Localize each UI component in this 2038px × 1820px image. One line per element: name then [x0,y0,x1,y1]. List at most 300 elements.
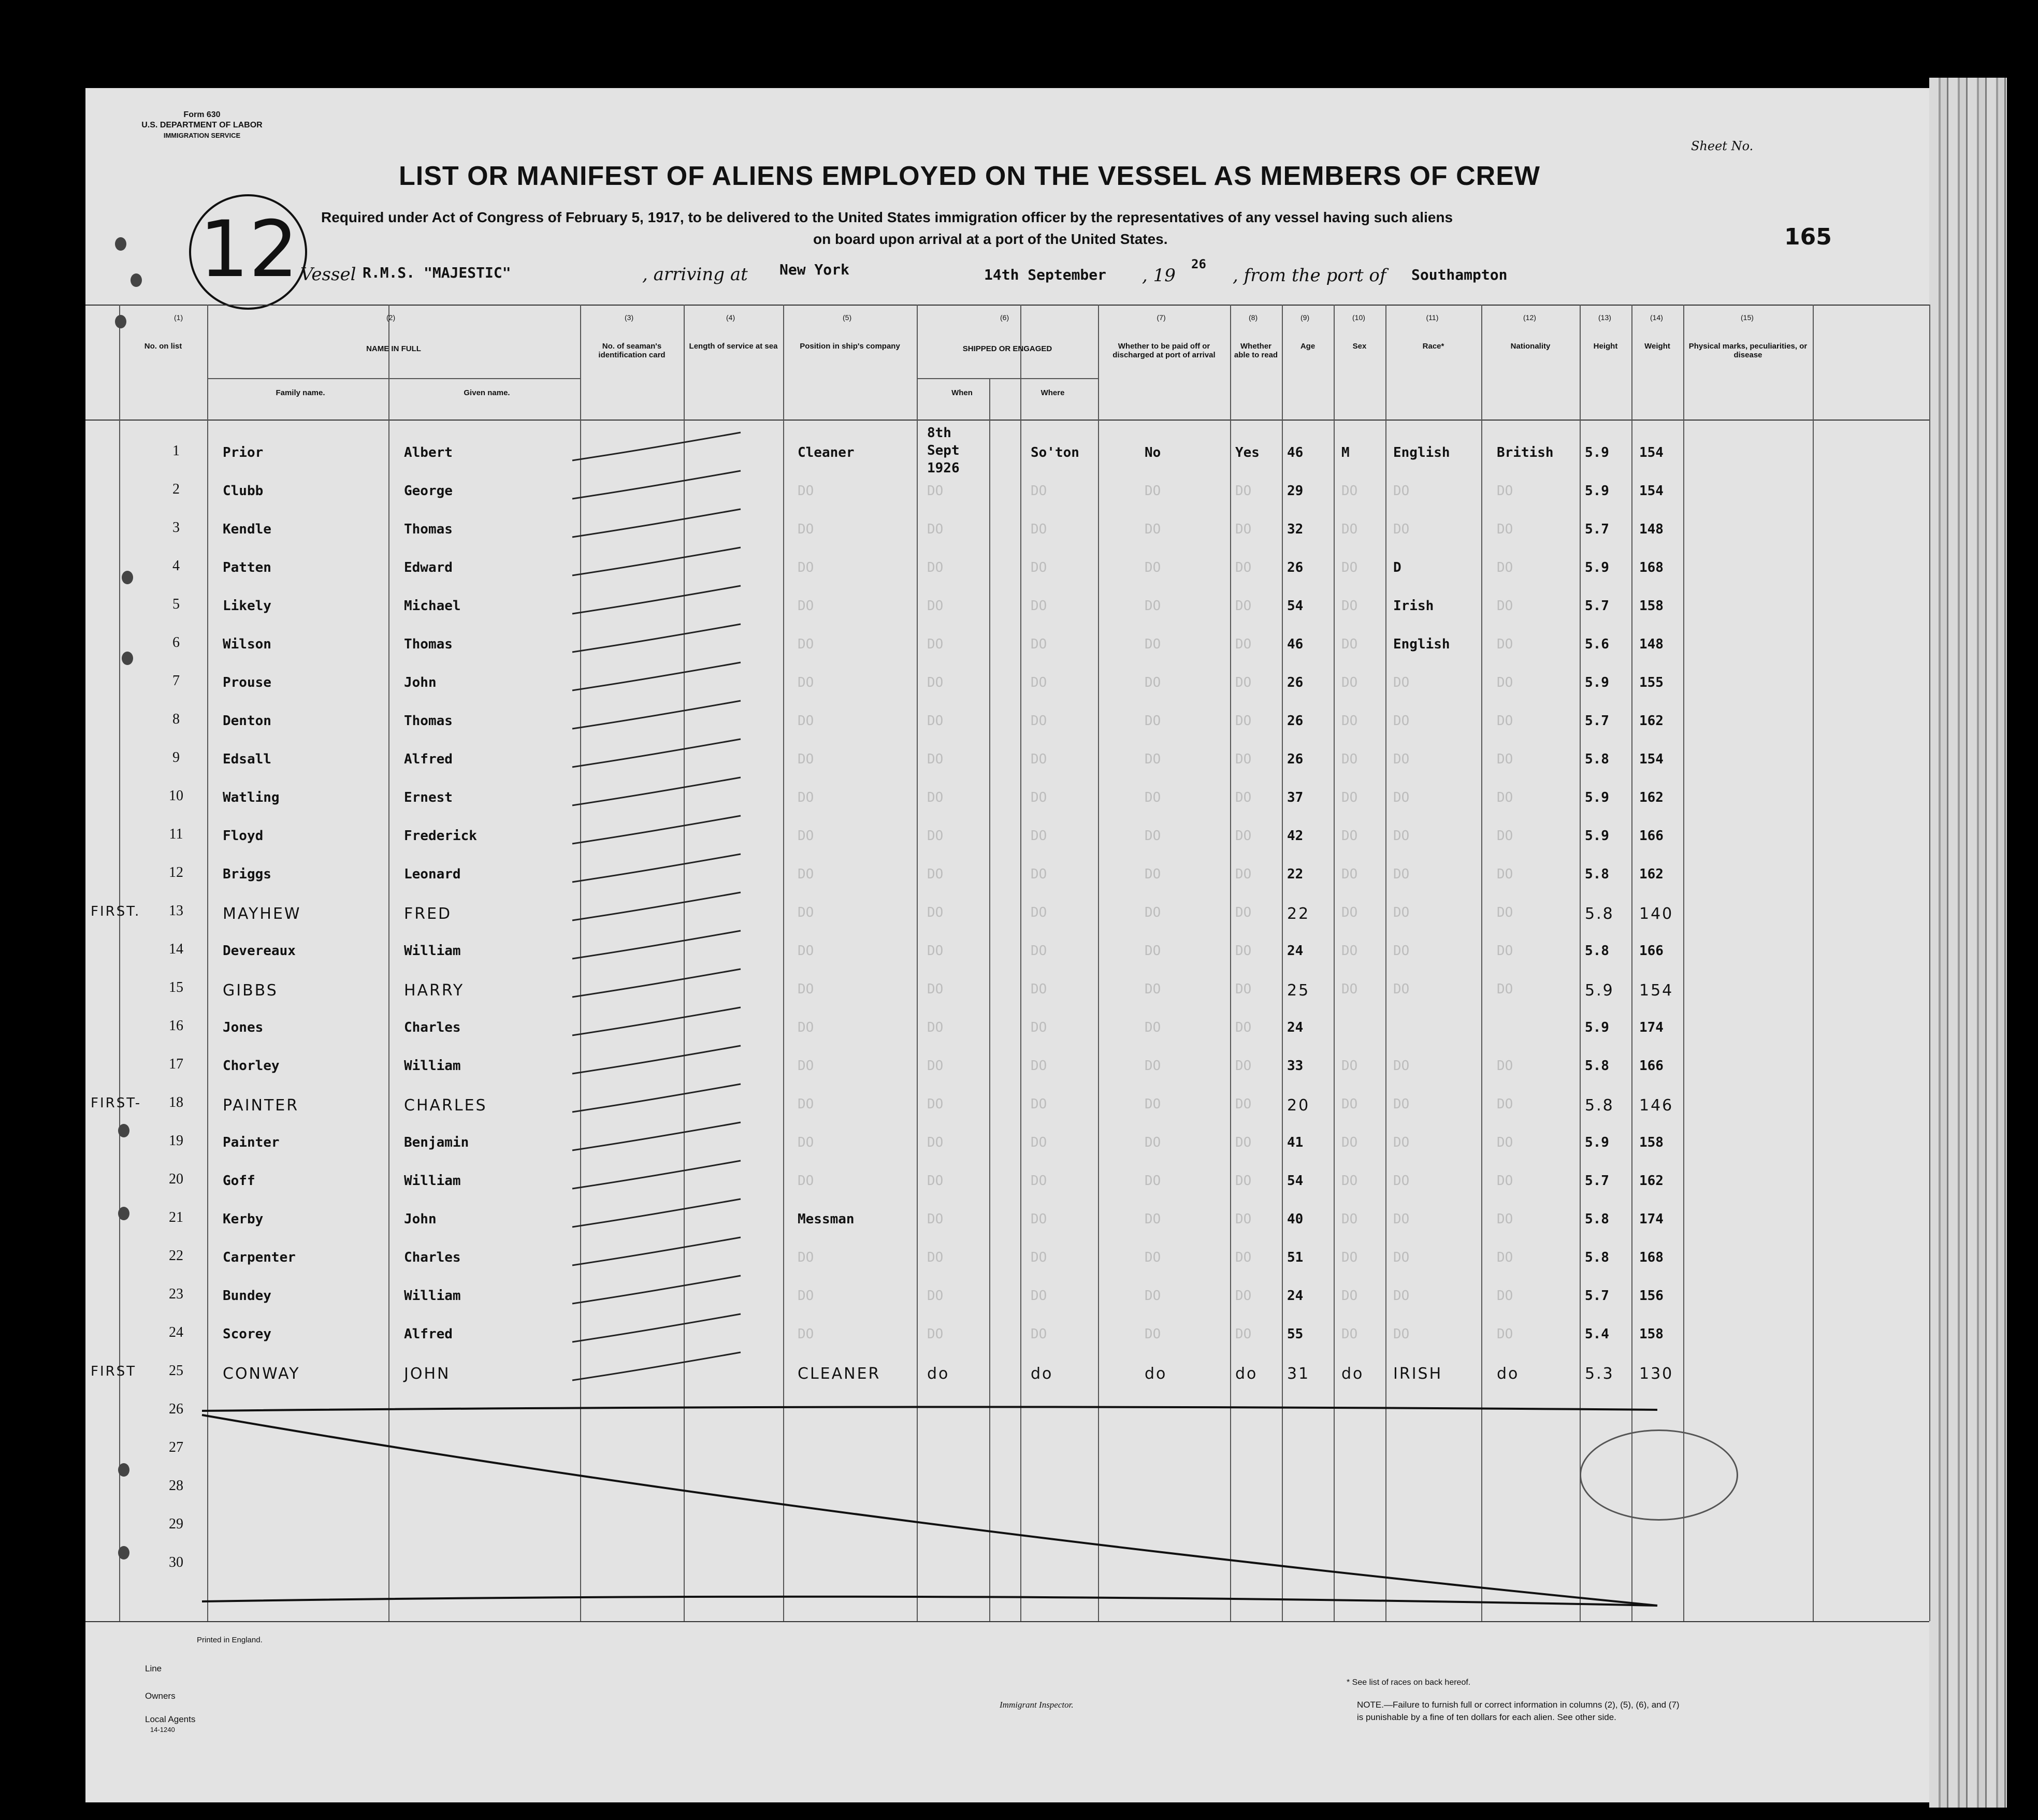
cell-ht: 5.8 [1585,1058,1609,1074]
subtitle-line-2: on board upon arrival at a port of the United States. [813,231,1168,247]
cell-pos: DO [798,981,814,997]
cell-pos: DO [798,1288,814,1304]
column-number: (12) [1523,313,1536,322]
cell-family: Briggs [223,866,271,882]
cell-pos: DO [798,943,814,959]
column-number: (4) [726,313,735,322]
arrival-date: 14th September [984,266,1107,283]
cell-sex: M [1341,445,1350,460]
cell-family: CONWAY [223,1365,300,1383]
cell-given: Leonard [404,866,461,882]
cell-where: DO [1031,713,1047,729]
cell-sex: DO [1341,1096,1358,1112]
form-header [140,110,264,141]
cell-age: 24 [1287,943,1304,959]
row-margin-mark: FIRST- [91,1095,142,1111]
cell-pos: Cleaner [798,445,855,460]
cell-ht: 5.8 [1585,866,1609,882]
row-number: 21 [169,1209,183,1225]
cell-wt: 168 [1639,560,1664,575]
cell-paid: DO [1145,1135,1161,1150]
cell-paid: DO [1145,560,1161,575]
cell-sex: DO [1341,1211,1358,1227]
cell-wt: 158 [1639,1135,1664,1150]
cell-given: Alfred [404,1326,453,1342]
cell-ht: 5.9 [1585,828,1609,844]
cell-paid: DO [1145,981,1161,997]
cell-paid: DO [1145,1288,1161,1304]
list-number: 12 [199,205,298,295]
row-number: 7 [172,673,180,689]
card-slash-mark [570,543,746,580]
card-slash-mark [570,1157,746,1193]
cell-race: DO [1393,905,1410,920]
cell-paid: DO [1145,905,1161,920]
cell-when: DO [927,1326,944,1342]
row-number: 17 [169,1056,183,1072]
cell-ht: 5.8 [1585,1211,1609,1227]
cell-nat: DO [1497,1250,1513,1265]
column-header: Position in ship's company [800,342,900,351]
cell-family: Bundey [223,1288,271,1304]
cell-where: DO [1031,675,1047,690]
cell-given: JOHN [404,1365,451,1383]
cell-paid: DO [1145,483,1161,499]
cell-sex: DO [1341,943,1358,959]
row-number: 2 [172,481,180,497]
cell-wt: 155 [1639,675,1664,690]
cell-paid: do [1145,1365,1167,1383]
cell-given: Charles [404,1250,461,1265]
cell-age: 54 [1287,598,1304,614]
cell-age: 20 [1287,1096,1310,1115]
cell-sex: DO [1341,675,1358,690]
page-number: 165 [1784,224,1832,250]
cell-pos: DO [798,1020,814,1035]
cell-wt: 154 [1639,445,1664,460]
cell-race: English [1393,637,1450,652]
header-top-rule [85,305,1929,306]
cell-age: 24 [1287,1288,1304,1304]
cell-when: DO [927,560,944,575]
cell-sex: DO [1341,790,1358,805]
cell-given: Thomas [404,522,453,537]
cell-pos: DO [798,598,814,614]
cell-family: Devereaux [223,943,296,959]
cell-pos: DO [798,752,814,767]
cell-where: DO [1031,828,1047,844]
cell-nat: DO [1497,1096,1513,1112]
from-label: , from the port of [1233,265,1386,286]
cell-paid: DO [1145,1326,1161,1342]
cell-given: Michael [404,598,461,614]
card-slash-mark [570,505,746,541]
cell-race: DO [1393,790,1410,805]
cell-sex: DO [1341,1058,1358,1074]
cell-ht: 5.9 [1585,1020,1609,1035]
row-margin-mark: FIRST. [91,904,141,919]
column-rule [119,305,120,1621]
cell-given: Charles [404,1020,461,1035]
owners-label: Owners [145,1691,176,1701]
cell-pos: DO [798,1058,814,1074]
cell-when: DO [927,1211,944,1227]
punch-hole [122,652,133,665]
cell-age: 41 [1287,1135,1304,1150]
punch-hole [118,1546,129,1559]
card-slash-mark [570,620,746,656]
card-slash-mark [570,850,746,886]
cell-ht: 5.8 [1585,943,1609,959]
cell-wt: 148 [1639,522,1664,537]
cell-where: DO [1031,1173,1047,1189]
cell-nat: DO [1497,713,1513,729]
cell-nat: DO [1497,522,1513,537]
cell-ht: 5.9 [1585,790,1609,805]
cell-read: DO [1235,981,1252,997]
column-header: Age [1300,342,1316,351]
cell-race: DO [1393,713,1410,729]
penalty-note-2: is punishable by a fine of ten dollars for each alien. See other side. [1357,1712,1616,1722]
cell-where: DO [1031,1058,1047,1074]
cell-age: 55 [1287,1326,1304,1342]
column-number: (13) [1598,313,1611,322]
row-number: 29 [169,1516,183,1532]
cell-nat: DO [1497,1058,1513,1074]
cell-ht: 5.9 [1585,1135,1609,1150]
card-slash-mark [570,812,746,848]
cell-family: MAYHEW [223,905,301,923]
cell-age: 31 [1287,1365,1310,1383]
column-number: (8) [1249,313,1258,322]
cell-age: 32 [1287,522,1304,537]
cell-sex: DO [1341,981,1358,997]
cell-sex: DO [1341,1135,1358,1150]
page-title: LIST OR MANIFEST OF ALIENS EMPLOYED ON THE VESSEL AS MEMBERS OF CREW [399,161,1540,191]
cell-age: 42 [1287,828,1304,844]
cell-race: English [1393,445,1450,460]
table-bottom-rule [85,1621,1929,1622]
cell-given: George [404,483,453,499]
cell-pos: DO [798,483,814,499]
cell-when: DO [927,483,944,499]
column-header: NAME IN FULL [366,344,421,353]
cell-wt: 168 [1639,1250,1664,1265]
cell-ht: 5.9 [1585,981,1614,1000]
card-slash-mark [570,1233,746,1269]
cell-ht: 5.8 [1585,752,1609,767]
subtitle-line-1: Required under Act of Congress of February 5, 1917, to be delivered to the United States immigration officer by the representatives of any vessel having such aliens [321,209,1453,225]
row-number: 5 [172,596,180,612]
cell-given: John [404,1211,437,1227]
column-header: Sex [1352,342,1367,351]
cell-wt: 140 [1639,905,1674,923]
cell-wt: 158 [1639,1326,1664,1342]
cell-read: DO [1235,1173,1252,1189]
cell-nat: DO [1497,560,1513,575]
column-header: Whether able to read [1234,342,1278,359]
cell-race: DO [1393,1326,1410,1342]
cell-read: DO [1235,1250,1252,1265]
header-bottom-rule [85,420,1929,421]
cell-ht: 5.9 [1585,675,1609,690]
cell-ht: 5.8 [1585,1250,1609,1265]
cell-paid: DO [1145,1250,1161,1265]
printed-note: Printed in England. [197,1636,263,1644]
cell-race: IRISH [1393,1365,1443,1383]
cell-given: William [404,1288,461,1304]
cell-age: 22 [1287,905,1310,923]
cell-sex: DO [1341,1173,1358,1189]
row-number: 9 [172,749,180,765]
cell-sex: DO [1341,637,1358,652]
cell-pos: DO [798,790,814,805]
cell-sex: DO [1341,598,1358,614]
card-slash-mark [570,1042,746,1078]
cell-where: DO [1031,905,1047,920]
cell-when: DO [927,1096,944,1112]
column-number: (9) [1300,313,1310,322]
column-number: (14) [1650,313,1663,322]
cell-where: DO [1031,943,1047,959]
cell-ht: 5.9 [1585,445,1609,460]
cell-race: DO [1393,943,1410,959]
cell-when: DO [927,1135,944,1150]
cell-nat: British [1497,445,1554,460]
cell-wt: 130 [1639,1365,1674,1383]
cell-wt: 166 [1639,828,1664,844]
card-slash-mark [570,1003,746,1039]
cell-paid: DO [1145,637,1161,652]
cell-ht: 5.4 [1585,1326,1609,1342]
row-number: 27 [169,1439,183,1455]
cell-wt: 154 [1639,483,1664,499]
cell-read: DO [1235,1288,1252,1304]
cell-age: 46 [1287,445,1304,460]
column-header: Weight [1644,342,1670,351]
cell-family: Edsall [223,752,271,767]
cell-age: 37 [1287,790,1304,805]
row-number: 16 [169,1018,183,1034]
cell-race: DO [1393,1135,1410,1150]
cell-race: Irish [1393,598,1434,614]
cell-nat: DO [1497,905,1513,920]
cell-where: DO [1031,1135,1047,1150]
row-number: 22 [169,1248,183,1264]
cell-pos: DO [798,1096,814,1112]
cell-sex: DO [1341,828,1358,844]
cell-when: DO [927,637,944,652]
card-slash-mark [570,1310,746,1346]
cell-family: Floyd [223,828,264,844]
cell-paid: DO [1145,752,1161,767]
cell-sex: DO [1341,866,1358,882]
cell-read: DO [1235,637,1252,652]
cell-pos: Messman [798,1211,855,1227]
cell-read: DO [1235,828,1252,844]
cell-sex: DO [1341,713,1358,729]
cell-family: Patten [223,560,271,575]
cell-nat: DO [1497,1288,1513,1304]
cell-wt: 162 [1639,713,1664,729]
cell-where: DO [1031,1326,1047,1342]
column-header: Height [1593,342,1618,351]
line-label: Line [145,1664,162,1673]
cell-read: DO [1235,752,1252,767]
cell-age: 29 [1287,483,1304,499]
cell-when: 8th Sept 1926 [927,425,960,476]
cell-sex: DO [1341,752,1358,767]
cell-pos: DO [798,1326,814,1342]
column-header: Length of service at sea [689,342,778,351]
cell-when: DO [927,1020,944,1035]
cell-when: DO [927,1173,944,1189]
cell-family: PAINTER [223,1096,299,1115]
punch-hole [115,315,126,328]
cell-ht: 5.7 [1585,598,1609,614]
department: U.S. DEPARTMENT OF LABOR [141,121,263,129]
row-number: 8 [172,711,180,727]
cell-when: DO [927,1250,944,1265]
cell-age: 26 [1287,752,1304,767]
cell-age: 51 [1287,1250,1304,1265]
cell-wt: 146 [1639,1096,1674,1115]
cell-age: 54 [1287,1173,1304,1189]
column-header: No. on list [144,342,182,351]
cell-age: 46 [1287,637,1304,652]
column-subheader: When [951,388,973,397]
row-number: 26 [169,1401,183,1417]
cell-where: So'ton [1031,445,1079,460]
penalty-note-1: NOTE.—Failure to furnish full or correct information in columns (2), (5), (6), and (7) [1357,1700,1680,1710]
cell-where: DO [1031,1096,1047,1112]
cell-given: Thomas [404,637,453,652]
cell-given: William [404,1058,461,1074]
cell-sex: DO [1341,483,1358,499]
cell-race: DO [1393,522,1410,537]
cell-nat: DO [1497,790,1513,805]
cell-where: DO [1031,790,1047,805]
cell-given: John [404,675,437,690]
cell-nat: DO [1497,981,1513,997]
cell-age: 22 [1287,866,1304,882]
cell-read: DO [1235,790,1252,805]
inspector-label: Immigrant Inspector. [1000,1700,1074,1710]
cell-read: DO [1235,522,1252,537]
cell-paid: DO [1145,1211,1161,1227]
row-number: 20 [169,1171,183,1187]
card-slash-mark [570,888,746,925]
cell-paid: DO [1145,1058,1161,1074]
cell-family: Wilson [223,637,271,652]
cell-family: Carpenter [223,1250,296,1265]
cell-family: Kerby [223,1211,264,1227]
cell-paid: DO [1145,713,1161,729]
cell-ht: 5.7 [1585,522,1609,537]
departure-port: Southampton [1411,266,1508,283]
cell-sex: do [1341,1365,1364,1383]
cell-family: Watling [223,790,280,805]
cell-where: DO [1031,1288,1047,1304]
row-number: 18 [169,1094,183,1110]
column-subheader: Where [1040,388,1065,397]
cell-when: DO [927,598,944,614]
column-number: (5) [843,313,852,322]
cell-pos: DO [798,1250,814,1265]
cell-family: Prior [223,445,264,460]
cell-sex: DO [1341,1250,1358,1265]
cell-when: DO [927,1288,944,1304]
column-header: Race* [1422,342,1444,351]
card-slash-mark [570,927,746,963]
cell-given: William [404,943,461,959]
row-number: 30 [169,1554,183,1570]
cell-where: DO [1031,1020,1047,1035]
cell-ht: 5.8 [1585,905,1614,923]
cell-family: Prouse [223,675,271,690]
cell-when: DO [927,713,944,729]
cell-nat: DO [1497,943,1513,959]
cell-nat: DO [1497,675,1513,690]
cell-when: DO [927,1058,944,1074]
cell-wt: 158 [1639,598,1664,614]
column-header: No. of seaman's identification card [598,342,666,359]
card-slash-mark [570,428,746,465]
cell-race: DO [1393,675,1410,690]
cell-sex: DO [1341,1288,1358,1304]
row-number: 19 [169,1133,183,1149]
cell-paid: No [1145,445,1161,460]
card-slash-mark [570,467,746,503]
cell-read: DO [1235,560,1252,575]
cell-nat: DO [1497,483,1513,499]
column-number: (6) [1000,313,1009,322]
cell-wt: 174 [1639,1211,1664,1227]
column-header: Physical marks, peculiarities, or disease [1688,342,1808,359]
cell-when: do [927,1365,950,1383]
vessel-name: R.M.S. "MAJESTIC" [363,264,511,281]
punch-hole [115,237,126,251]
cell-wt: 166 [1639,1058,1664,1074]
cell-family: Likely [223,598,271,614]
row-number: 24 [169,1324,183,1340]
official-stamp [1580,1429,1738,1521]
column-number: (11) [1426,313,1439,322]
cell-race: DO [1393,752,1410,767]
cell-when: DO [927,522,944,537]
card-slash-mark [570,1118,746,1154]
cell-where: do [1031,1365,1053,1383]
cell-paid: DO [1145,828,1161,844]
cell-where: DO [1031,752,1047,767]
cell-nat: DO [1497,1211,1513,1227]
cell-where: DO [1031,1211,1047,1227]
cell-read: DO [1235,713,1252,729]
cell-when: DO [927,981,944,997]
cell-sex: DO [1341,522,1358,537]
cell-read: DO [1235,598,1252,614]
cell-nat: DO [1497,637,1513,652]
cell-sex: DO [1341,905,1358,920]
cell-paid: DO [1145,866,1161,882]
arrival-port: New York [779,261,849,278]
card-slash-mark [570,658,746,695]
cell-when: DO [927,790,944,805]
cell-nat: DO [1497,1135,1513,1150]
cell-paid: DO [1145,1173,1161,1189]
cell-nat: DO [1497,1173,1513,1189]
row-number: 6 [172,634,180,651]
